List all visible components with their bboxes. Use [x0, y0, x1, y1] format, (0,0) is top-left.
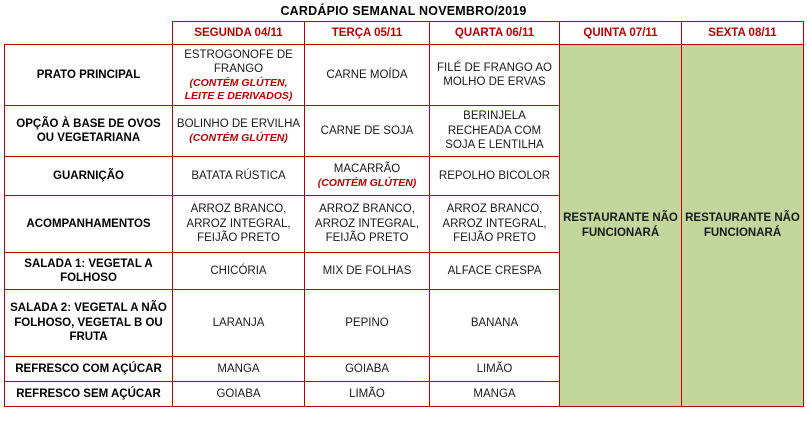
cell-text: LIMÃO [476, 362, 513, 375]
cell-prato-principal-wednesday [430, 45, 560, 106]
cell-text: CARNE MOÍDA [326, 68, 408, 81]
cell-guarnicao-wednesday [430, 157, 560, 196]
row-label-opcao-vegetariana: OPÇÃO À BASE DE OVOS OU VEGETARIANA [5, 106, 173, 157]
table-header-row [5, 22, 804, 45]
cell-text: ARROZ BRANCO, ARROZ INTEGRAL, FEIJÃO PRETO [186, 203, 291, 245]
cell-refresco-sem-acucar-wednesday [430, 382, 560, 407]
cell-refresco-com-acucar-tuesday [305, 357, 430, 382]
cell-text: LIMÃO [349, 387, 385, 400]
cell-prato-principal-monday [173, 45, 305, 106]
cell-refresco-sem-acucar-tuesday [305, 382, 430, 407]
cell-prato-principal-tuesday [305, 45, 430, 106]
closed-notice-thursday: RESTAURANTE NÃO FUNCIONARÁ [560, 45, 682, 407]
column-header-tuesday: TERÇA 05/11 [305, 22, 430, 45]
cell-text: BERINJELA RECHEADA COM SOJA E LENTILHA [445, 110, 544, 152]
cell-text: CARNE DE SOJA [320, 124, 414, 137]
cell-text: MACARRÃO [333, 163, 401, 176]
cell-salada-1-monday [173, 253, 305, 290]
cell-guarnicao-monday [173, 157, 305, 196]
cell-refresco-com-acucar-monday [173, 357, 305, 382]
cell-text: ARROZ BRANCO, ARROZ INTEGRAL, FEIJÃO PRETO [314, 203, 420, 245]
cell-text: ARROZ BRANCO, ARROZ INTEGRAL, FEIJÃO PRETO [442, 203, 547, 245]
cell-text: MANGA [217, 362, 260, 375]
cell-text: MANGA [473, 387, 516, 400]
page-title: CARDÁPIO SEMANAL NOVEMBRO/2019 [280, 4, 527, 18]
cell-text: REPOLHO BICOLOR [438, 169, 551, 182]
cell-opcao-vegetariana-monday [173, 106, 305, 157]
weekly-menu-table [4, 21, 804, 407]
cell-opcao-vegetariana-wednesday [430, 106, 560, 157]
row-label-acompanhamentos: ACOMPANHAMENTOS [5, 196, 173, 253]
column-header-monday: SEGUNDA 04/11 [173, 22, 305, 45]
cell-text: BOLINHO DE ERVILHA [176, 118, 301, 131]
cell-text: PEPINO [345, 316, 389, 329]
cell-text: ESTROGONOFE DE FRANGO [184, 48, 293, 75]
cell-salada-2-monday [173, 290, 305, 357]
column-header-blank [5, 22, 173, 45]
cell-salada-2-wednesday [430, 290, 560, 357]
cell-text: BANANA [470, 316, 519, 329]
cell-salada-1-tuesday [305, 253, 430, 290]
cell-text: ALFACE CRESPA [447, 264, 542, 277]
row-label-prato-principal: PRATO PRINCIPAL [5, 45, 173, 106]
closed-notice-friday: RESTAURANTE NÃO FUNCIONARÁ [682, 45, 804, 407]
cell-allergen-note: (CONTÉM GLÚTEN) [317, 177, 417, 190]
cell-text: GOIABA [344, 362, 390, 375]
cell-text: LARANJA [212, 316, 265, 329]
cell-guarnicao-tuesday [305, 157, 430, 196]
row-label-guarnicao: GUARNIÇÃO [5, 157, 173, 196]
cell-acompanhamentos-monday [173, 196, 305, 253]
cell-refresco-sem-acucar-monday [173, 382, 305, 407]
cell-acompanhamentos-wednesday [430, 196, 560, 253]
cell-text: BATATA RÚSTICA [191, 169, 286, 182]
cell-opcao-vegetariana-tuesday [305, 106, 430, 157]
column-header-friday: SEXTA 08/11 [682, 22, 804, 45]
cell-text: MIX DE FOLHAS [322, 264, 412, 277]
cell-text: CHICÓRIA [210, 264, 267, 277]
cell-allergen-note: (CONTÉM GLÚTEN) [189, 132, 288, 145]
row-label-salada-1: SALADA 1: VEGETAL A FOLHOSO [5, 253, 173, 290]
cell-salada-1-wednesday [430, 253, 560, 290]
cell-salada-2-tuesday [305, 290, 430, 357]
row-label-salada-2: SALADA 2: VEGETAL A NÃO FOLHOSO, VEGETAL B OU FRUTA [5, 290, 173, 357]
row-label-refresco-sem-acucar: REFRESCO SEM AÇÚCAR [5, 382, 173, 407]
cell-text: GOIABA [216, 387, 261, 400]
table-row [5, 45, 804, 106]
row-label-refresco-com-acucar: REFRESCO COM AÇÚCAR [5, 357, 173, 382]
cell-acompanhamentos-tuesday [305, 196, 430, 253]
cell-refresco-com-acucar-wednesday [430, 357, 560, 382]
column-header-thursday: QUINTA 07/11 [560, 22, 682, 45]
cell-allergen-note: (CONTÉM GLÚTEN, LEITE E DERIVADOS) [184, 77, 293, 102]
column-header-wednesday: QUARTA 06/11 [430, 22, 560, 45]
cell-text: FILÉ DE FRANGO AO MOLHO DE ERVAS [436, 61, 553, 88]
